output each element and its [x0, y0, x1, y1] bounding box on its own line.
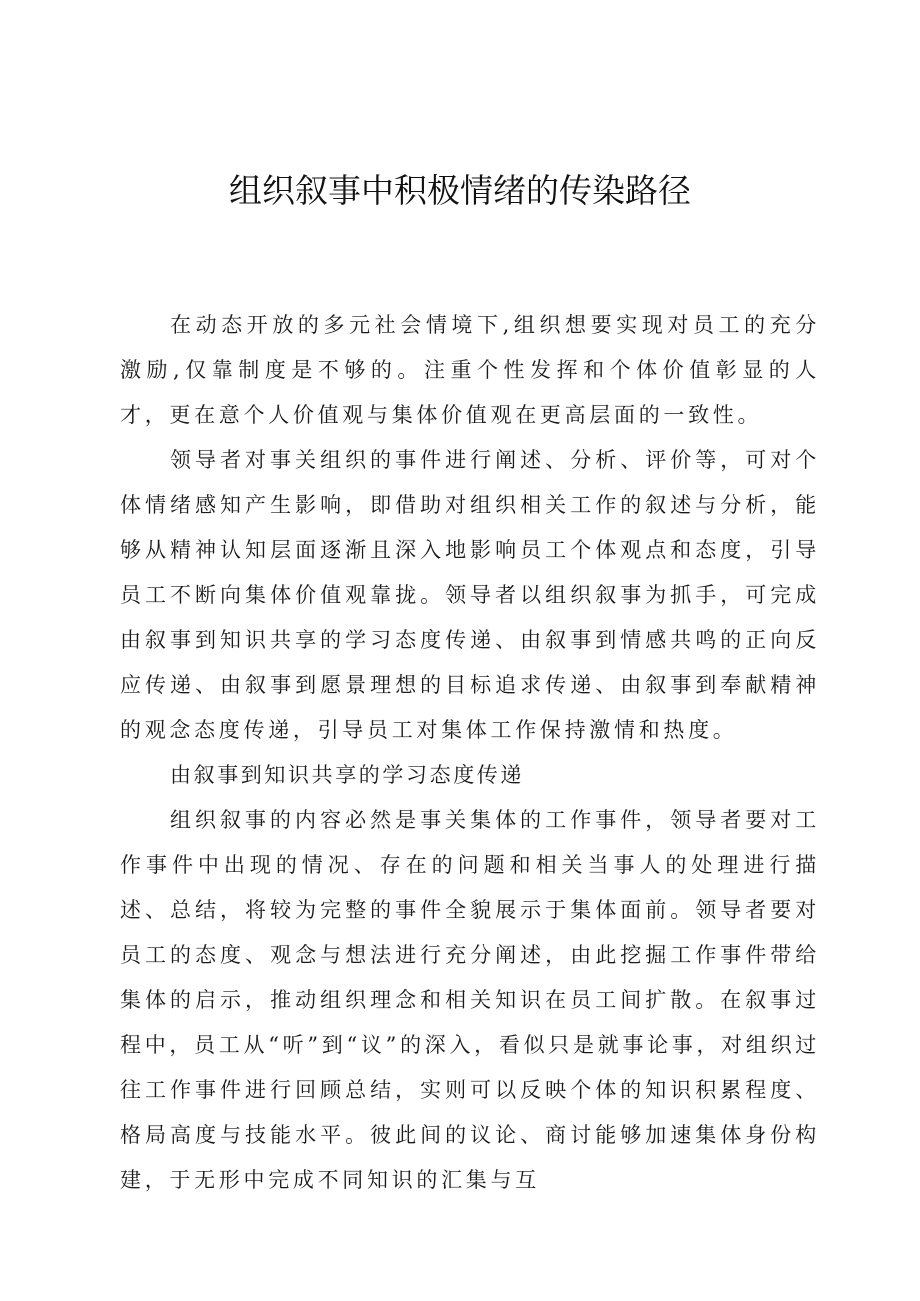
- paragraph-intro: 在动态开放的多元社会情境下,组织想要实现对员工的充分激励,仅靠制度是不够的。注重个性发挥和个体价值彰显的人才，更在意个人价值观与集体价值观在更高层面的一致性。: [120, 313, 820, 427]
- section-heading: 由叙事到知识共享的学习态度传递: [170, 763, 524, 787]
- paragraph-knowledge-sharing: 组织叙事的内容必然是事关集体的工作事件，领导者要对工作事件中出现的情况、存在的问题和相关当事人的处理进行描述、总结，将较为完整的事件全貌展示于集体面前。领导者要对员工的态度、观念与想法进行充分阐述，由此挖掘工作事件带给集体的启示，推动组织理念和相关知识在员工间扩散。在叙事过程中，员工从“听”到“议”的深入，看似只是就事论事，对组织过往工作事件进行回顾总结，实则可以反映个体的知识积累程度、格局高度与技能水平。彼此间的议论、商讨能够加速集体身份构建，于无形中完成不同知识的汇集与互: [120, 808, 820, 1192]
- paragraph-leadership: 领导者对事关组织的事件进行阐述、分析、评价等，可对个体情绪感知产生影响，即借助对组织相关工作的叙述与分析，能够从精神认知层面逐渐且深入地影响员工个体观点和态度，引导员工不断向集体价值观靠拢。领导者以组织叙事为抓手，可完成由叙事到知识共享的学习态度传递、由叙事到情感共鸣的正向反应传递、由叙事到愿景理想的目标追求传递、由叙事到奉献精神的观念态度传递，引导员工对集体工作保持激情和热度。: [120, 448, 820, 742]
- document-title: 组织叙事中积极情绪的传染路径: [229, 171, 691, 210]
- document-body: [120, 303, 820, 1203]
